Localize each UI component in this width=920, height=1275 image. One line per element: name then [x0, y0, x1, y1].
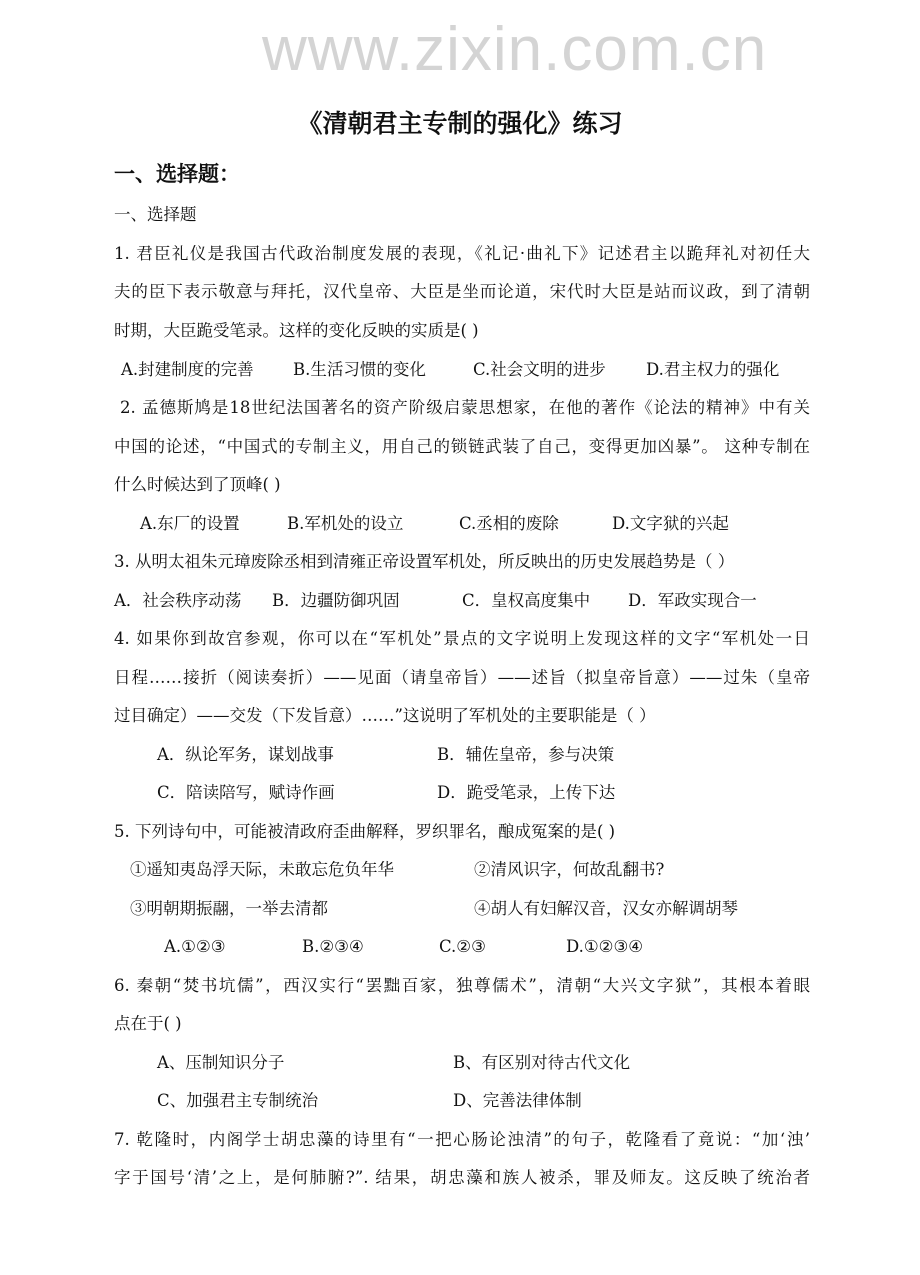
poem-item-4: ④胡人有妇解汉音，汉女亦解调胡琴: [474, 899, 738, 918]
question-5-line: 5. 下列诗句中，可能被清政府歪曲解释，罗织罪名，酿成冤案的是( ): [114, 822, 616, 841]
question-7-line: 字于国号‘清’之上，是何肺腑?”. 结果，胡忠藻和族人被杀，罪及师友。这反映了统治者: [114, 1168, 810, 1187]
option-c[interactable]: C.②③: [439, 937, 486, 956]
watermark: www.zixin.com.cn: [262, 15, 768, 84]
option-b[interactable]: B．辅佐皇帝，参与决策: [437, 745, 615, 764]
question-2-options: [114, 509, 810, 539]
option-a[interactable]: A．社会秩序动荡: [114, 591, 242, 610]
option-b[interactable]: B.生活习惯的变化: [293, 360, 426, 379]
option-a[interactable]: A．纵论军务，谋划战事: [157, 745, 334, 764]
subsection-heading: 一、选择题: [114, 205, 197, 224]
option-a[interactable]: A.封建制度的完善: [121, 360, 254, 379]
option-c[interactable]: C．陪读陪写，赋诗作画: [157, 783, 335, 802]
option-b[interactable]: B．边疆防御巩固: [272, 591, 400, 610]
question-5-items-row: [114, 894, 810, 924]
question-4-options-row: [114, 740, 810, 770]
question-6-options-row: [114, 1048, 810, 1078]
poem-item-2: ②清风识字，何故乱翻书?: [474, 860, 665, 879]
option-c[interactable]: C.丞相的废除: [459, 514, 559, 533]
question-1-options: [114, 355, 810, 385]
question-2-line: 中国的论述，“中国式的专制主义，用自己的锁链武装了自己，变得更加凶暴”。 这种专制在: [114, 437, 810, 456]
question-6-line: 点在于( ): [114, 1014, 182, 1033]
question-3-options: [114, 586, 810, 616]
question-6-options-row: [114, 1086, 810, 1116]
option-a[interactable]: A.东厂的设置: [140, 514, 240, 533]
option-d[interactable]: D.君主权力的强化: [646, 360, 780, 379]
section-heading: 一、选择题：: [114, 162, 240, 186]
question-6-line: 6. 秦朝“焚书坑儒”，西汉实行“罢黜百家，独尊儒术”，清朝“大兴文字狱”，其根本着眼: [114, 976, 810, 995]
option-d[interactable]: D．军政实现合一: [628, 591, 757, 610]
question-7-line: 7. 乾隆时，内阁学士胡忠藻的诗里有“一把心肠论浊清”的句子，乾隆看了竟说：“加‘浊’: [114, 1130, 810, 1149]
question-2-line: 什么时候达到了顶峰( ): [114, 475, 281, 494]
option-d[interactable]: D．跪受笔录，上传下达: [437, 783, 616, 802]
option-c[interactable]: C．皇权高度集中: [462, 591, 591, 610]
option-d[interactable]: D、完善法律体制: [453, 1091, 582, 1110]
option-a[interactable]: A.①②③: [164, 937, 226, 956]
question-4-line: 4. 如果你到故宫参观，你可以在“军机处”景点的文字说明上发现这样的文字“军机处一日: [114, 629, 810, 648]
option-c[interactable]: C.社会文明的进步: [473, 360, 606, 379]
poem-item-3: ③明朝期振翮，一举去清都: [130, 899, 328, 918]
option-b[interactable]: B.②③④: [302, 937, 364, 956]
question-4-line: 过目确定）——交发（下发旨意）……”这说明了军机处的主要职能是（ ）: [114, 706, 656, 725]
question-1-line: 夫的臣下表示敬意与拜托，汉代皇帝、大臣是坐而论道，宋代时大臣是站而议政，到了清朝: [114, 282, 810, 301]
question-4-line: 日程……接折（阅读奏折）——见面（请皇帝旨）——述旨（拟皇帝旨意）——过朱（皇帝: [114, 668, 810, 687]
option-d[interactable]: D.①②③④: [566, 937, 644, 956]
question-5-items-row: [114, 855, 810, 885]
page-title: 《清朝君主专制的强化》练习: [297, 109, 623, 138]
question-1-line: 1. 君臣礼仪是我国古代政治制度发展的表现，《礼记·曲礼下》记述君主以跪拜礼对初任大: [114, 244, 810, 263]
question-3-line: 3. 从明太祖朱元璋废除丞相到清雍正帝设置军机处，所反映出的历史发展趋势是（ ）: [114, 552, 735, 571]
option-c[interactable]: C、加强君主专制统治: [157, 1091, 319, 1110]
question-4-options-row: [114, 778, 810, 808]
poem-item-1: ①遥知夷岛浮天际，未敢忘危负年华: [130, 860, 394, 879]
option-a[interactable]: A、压制知识分子: [157, 1053, 285, 1072]
option-b[interactable]: B.军机处的设立: [287, 514, 404, 533]
question-5-options: [114, 932, 810, 962]
question-2-line: 2. 孟德斯鸠是18世纪法国著名的资产阶级启蒙思想家，在他的著作《论法的精神》中有关: [120, 398, 810, 417]
question-1-line: 时期，大臣跪受笔录。这样的变化反映的实质是( ): [114, 321, 479, 340]
option-b[interactable]: B、有区别对待古代文化: [453, 1053, 631, 1072]
option-d[interactable]: D.文字狱的兴起: [612, 514, 729, 533]
